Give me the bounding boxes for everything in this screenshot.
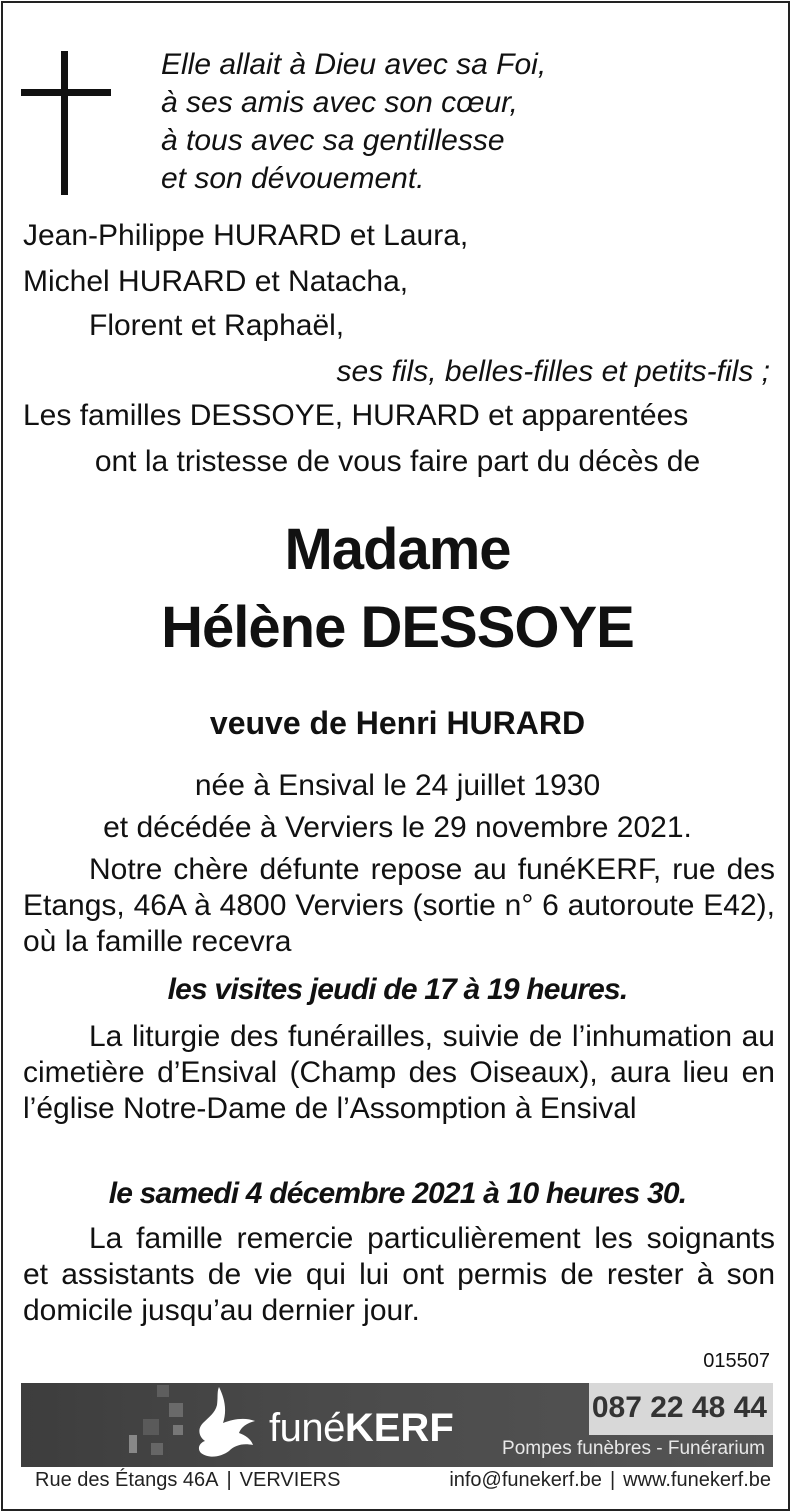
visiting-hours: les visites jeudi de 17 à 19 heures. (167, 973, 628, 1006)
separator: | (609, 1469, 616, 1491)
brand-prefix: funé (269, 1406, 345, 1450)
family-member-line: Florent et Raphaël, (89, 309, 345, 342)
reference-number: 015507 (703, 1350, 770, 1372)
quote-line: Elle allait à Dieu avec sa Foi, (161, 48, 547, 81)
phone-number: 087 22 48 44 (591, 1391, 767, 1424)
quote-line: et son dévouement. (161, 162, 425, 195)
death-info: et décédée à Verviers le 29 novembre 2021. (103, 811, 692, 844)
phone-box (589, 1383, 773, 1435)
widow-of: veuve de Henri HURARD (209, 705, 586, 741)
obituary-notice (1, 1, 790, 1511)
funeral-home-tagline: Pompes funèbres - Funérarium (502, 1438, 765, 1459)
funeral-home-logo (269, 1405, 454, 1451)
quote-line: à ses amis avec son cœur, (161, 86, 518, 119)
funeral-home-banner (21, 1383, 773, 1467)
birth-info: née à Ensival le 24 juillet 1930 (194, 769, 601, 802)
deceased-name: Hélène DESSOYE (161, 595, 634, 660)
announcement-text: ont la tristesse de vous faire part du décès de (94, 445, 701, 478)
family-member-line: Michel HURARD et Natacha, (23, 265, 409, 298)
family-member-line: Les familles DESSOYE, HURARD et apparentées (23, 399, 689, 432)
email-link[interactable]: info@funekerf.be (449, 1469, 602, 1491)
family-member-line: Jean-Philippe HURARD et Laura, (23, 219, 469, 252)
epitaph-quote (161, 46, 771, 198)
service-date: le samedi 4 décembre 2021 à 10 heures 30. (108, 1177, 687, 1210)
quote-line: à tous avec sa gentillesse (161, 124, 505, 157)
dove-icon (189, 1383, 269, 1463)
cross-icon (21, 51, 113, 195)
liturgy-paragraph: La liturgie des funérailles, suivie de l’inhumation au cimetière d’Ensival (Champ des Oiseaux), aura lieu en l’église Notre-Dame de l’Assomption à Ensival (23, 1020, 775, 1125)
brand-suffix: KERF (344, 1406, 454, 1450)
address: Rue des Étangs 46A (35, 1469, 219, 1491)
thanks-paragraph: La famille remercie particulièrement les soignants et assistants de vie qui lui ont permis de rester à son domicile jusqu’au dernier jour. (23, 1222, 775, 1327)
website-link[interactable]: www.funekerf.be (623, 1469, 771, 1491)
city: VERVIERS (239, 1469, 341, 1491)
family-role: ses fils, belles-filles et petits-fils ; (336, 355, 770, 388)
separator: | (226, 1469, 232, 1491)
deceased-title: Madame (284, 517, 511, 582)
repose-paragraph: Notre chère défunte repose au funéKERF, rue des Etangs, 46A à 4800 Verviers (sortie n° 6 autoroute E42), où la famille recevra (23, 853, 775, 958)
